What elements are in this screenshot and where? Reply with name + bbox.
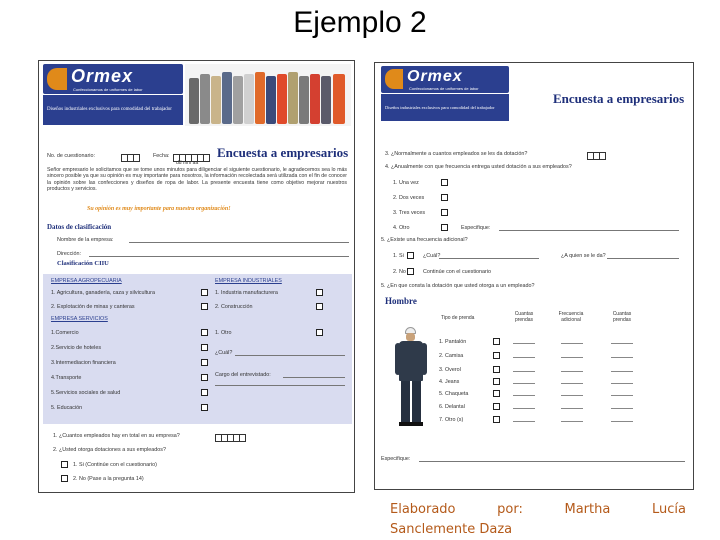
freq-item-1: 1. Una vez xyxy=(393,180,419,186)
caption-line-2: Sanclemente Daza xyxy=(390,522,513,537)
question-4: 4. ¿Anualmente con que frecuencia entrega usted dotación a sus empleados? xyxy=(385,164,572,170)
services-item-3-checkbox[interactable] xyxy=(201,359,208,366)
q5-yes-label: 1. Si xyxy=(393,253,404,259)
services-item-4-checkbox[interactable] xyxy=(201,374,208,381)
garment-6-count-2[interactable] xyxy=(611,408,633,409)
question-2: 2. ¿Usted otorga dotaciones a sus empleados? xyxy=(53,447,166,453)
q5-yes-checkbox[interactable] xyxy=(407,252,414,259)
garment-2-freq[interactable] xyxy=(561,357,583,358)
logo-mark-icon xyxy=(47,68,67,90)
caption-word-4: Lucía xyxy=(651,502,686,517)
garment-3-count[interactable] xyxy=(513,371,535,372)
garment-1-count-2[interactable] xyxy=(611,343,633,344)
which-field[interactable] xyxy=(235,355,345,356)
survey-heading: Encuesta a empresarios xyxy=(217,145,349,160)
classification-title: Datos de clasificación xyxy=(47,223,112,231)
caption-word-3: Martha xyxy=(564,502,611,517)
freq-item-1-checkbox[interactable] xyxy=(441,179,448,186)
freq-item-3: 3. Tres veces xyxy=(393,210,426,216)
garment-4-count-2[interactable] xyxy=(611,383,633,384)
industrial-item-1: 1. Industria manufacturera xyxy=(215,290,278,296)
garment-6-freq[interactable] xyxy=(561,408,583,409)
q5-which-label: ¿Cuál? xyxy=(423,253,441,259)
col-header-count: Cuantas prendas xyxy=(514,311,534,323)
q5-which-field[interactable] xyxy=(439,258,539,259)
garment-7-count-2[interactable] xyxy=(611,421,633,422)
q2-yes-label: 1. Si (Continúe con el cuestionario) xyxy=(73,462,157,468)
services-item-6-checkbox[interactable] xyxy=(201,404,208,411)
address-field[interactable] xyxy=(89,256,349,257)
garment-4-checkbox[interactable] xyxy=(493,378,500,385)
logo-subtitle-2: Confeccionamos de uniformes de labor xyxy=(409,86,479,91)
garment-3-freq[interactable] xyxy=(561,371,583,372)
services-item-2: 2.Servicio de hoteles xyxy=(51,345,102,351)
specify-bottom-label: Especifique: xyxy=(381,456,411,462)
freq-item-2-checkbox[interactable] xyxy=(441,194,448,201)
logo-brand: Ormex xyxy=(71,66,134,86)
garment-2-count-2[interactable] xyxy=(611,357,633,358)
q5-who-field[interactable] xyxy=(607,258,679,259)
workers-photo xyxy=(185,64,351,126)
col-header-type: Tipo de prenda xyxy=(441,315,475,321)
specify-label: Especifique: xyxy=(461,225,491,231)
survey-heading-2: Encuesta a empresarios xyxy=(553,91,685,106)
question-3: 3. ¿Normalmente a cuantos empleados se les da dotación? xyxy=(385,151,528,157)
industrial-item-1-checkbox[interactable] xyxy=(316,289,323,296)
company-name-field[interactable] xyxy=(129,242,349,243)
question-5: 5. ¿Existe una frecuencia adicional? xyxy=(381,237,468,243)
logo-brand-2: Ormex xyxy=(407,68,463,85)
agro-item-2: 2. Explotación de minas y canteras xyxy=(51,304,135,310)
q5-who-label: ¿A quien se le da? xyxy=(561,253,606,259)
garment-6-count[interactable] xyxy=(513,408,535,409)
survey-page-2 xyxy=(374,62,694,490)
interviewee-field[interactable] xyxy=(283,377,345,378)
address-label: Dirección: xyxy=(57,251,81,257)
freq-item-4-checkbox[interactable] xyxy=(441,224,448,231)
date-hint: dd mm aa xyxy=(176,160,199,166)
tagline-bar-2 xyxy=(381,94,509,121)
services-item-2-checkbox[interactable] xyxy=(201,344,208,351)
industrial-header: EMPRESA INDUSTRIALES xyxy=(215,278,282,284)
interviewee-field-2[interactable] xyxy=(215,385,345,386)
specify-bottom-field[interactable] xyxy=(419,461,685,462)
agro-item-2-checkbox[interactable] xyxy=(201,303,208,310)
q2-no-checkbox[interactable] xyxy=(61,475,68,482)
services-item-5: 5.Servicios sociales de salud xyxy=(51,390,121,396)
garment-6: 6. Delantal xyxy=(439,404,465,410)
caption-word-1: Elaborado xyxy=(390,502,456,517)
caption-word-2: por: xyxy=(497,502,523,517)
tagline-2: Diseños industriales exclusivos para comodidad del trabajador xyxy=(385,105,495,110)
agro-item-1: 1. Agricultura, ganadería, caza y silvicultura xyxy=(51,290,155,296)
other-item: 1. Otro xyxy=(215,330,232,336)
question-3-field[interactable] xyxy=(587,147,605,165)
garment-5-count-2[interactable] xyxy=(611,395,633,396)
highlight-message: Su opinión es muy importante para nuestra organización! xyxy=(87,206,231,212)
garment-1-count[interactable] xyxy=(513,343,535,344)
freq-item-3-checkbox[interactable] xyxy=(441,209,448,216)
questionnaire-number-label: No. de cuestionario: xyxy=(47,153,95,159)
which-label: ¿Cuál? xyxy=(215,350,233,356)
ormex-logo xyxy=(43,64,183,94)
garment-7-freq[interactable] xyxy=(561,421,583,422)
garment-1-freq[interactable] xyxy=(561,343,583,344)
logo-subtitle: Confeccionamos de uniformes de labor xyxy=(73,87,143,92)
garment-4-count[interactable] xyxy=(513,383,535,384)
q2-yes-checkbox[interactable] xyxy=(61,461,68,468)
services-item-3: 3.Intermediacion financiera xyxy=(51,360,116,366)
garment-2-checkbox[interactable] xyxy=(493,352,500,359)
garment-2: 2. Camisa xyxy=(439,353,464,359)
garment-2-count[interactable] xyxy=(513,357,535,358)
services-item-1: 1.Comercio xyxy=(51,330,79,336)
garment-3-checkbox[interactable] xyxy=(493,366,500,373)
agro-header: EMPRESA AGROPECUARIA xyxy=(51,278,122,284)
garment-7: 7. Otro (s) xyxy=(439,417,464,423)
industrial-item-2-checkbox[interactable] xyxy=(316,303,323,310)
question-6: 5. ¿En que consta la dotación que usted otorga a un empleado? xyxy=(381,283,535,289)
question-1: 1. ¿Cuantos empleados hay en total en su empresa? xyxy=(53,433,180,439)
q5-no-label: 2. No xyxy=(393,269,406,275)
col-header-count-2: Cuantas prendas xyxy=(612,311,632,323)
agro-item-1-checkbox[interactable] xyxy=(201,289,208,296)
services-item-6: 5. Educación xyxy=(51,405,83,411)
col-header-frequency: Frecuencia adicional xyxy=(558,311,584,323)
author-caption xyxy=(390,500,686,540)
q5-no-checkbox[interactable] xyxy=(407,268,414,275)
date-label: Fecha: xyxy=(153,153,170,159)
freq-item-4: 4. Otro xyxy=(393,225,410,231)
q5-no-note: Continúe con el cuestionario xyxy=(423,269,492,275)
question-1-field[interactable] xyxy=(215,429,245,447)
logo-mark-icon-2 xyxy=(385,69,403,89)
services-item-4: 4.Transporte xyxy=(51,375,82,381)
garment-3: 3. Overol xyxy=(439,367,461,373)
services-item-1-checkbox[interactable] xyxy=(201,329,208,336)
garment-5: 5. Chaqueta xyxy=(439,391,469,397)
tagline-bar xyxy=(43,95,183,125)
gender-title: Hombre xyxy=(385,296,417,306)
garment-4-freq[interactable] xyxy=(561,383,583,384)
ciiu-title: Clasificación CIIU xyxy=(57,260,109,267)
services-header: EMPRESA SERVICIOS xyxy=(51,316,108,322)
industrial-item-2: 2. Construcción xyxy=(215,304,253,310)
worker-figure xyxy=(393,327,429,427)
survey-page-1 xyxy=(38,60,355,493)
q2-no-label: 2. No (Pase a la pregunta 14) xyxy=(73,476,144,482)
specify-field[interactable] xyxy=(499,230,679,231)
tagline: Diseños industriales exclusivos para comodidad del trabajador xyxy=(47,107,172,112)
garment-5-count[interactable] xyxy=(513,395,535,396)
garment-4: 4. Jeans xyxy=(439,379,460,385)
garment-7-count[interactable] xyxy=(513,421,535,422)
services-item-5-checkbox[interactable] xyxy=(201,389,208,396)
ormex-logo-2 xyxy=(381,66,509,93)
other-item-checkbox[interactable] xyxy=(316,329,323,336)
ciiu-section xyxy=(43,274,352,424)
intro-paragraph: Señor empresario le solicitamos que se tome unos minutos para diligenciar el siguiente cuestionario, le agradecemos sea lo más sincero posible ya que su opinión es muy importante para nosotros, la información recolectada será utilizada con el fin de conocer la opinión sobre las confecciones y diseños de ropa de labor. La presente encuesta tiene como objetivo mejorar nuestros productos y servicios. xyxy=(47,167,347,193)
garment-5-checkbox[interactable] xyxy=(493,390,500,397)
garment-3-count-2[interactable] xyxy=(611,371,633,372)
freq-item-2: 2. Dos veces xyxy=(393,195,425,201)
garment-1: 1. Pantalón xyxy=(439,339,467,345)
company-name-label: Nombre de la empresa: xyxy=(57,237,114,243)
garment-5-freq[interactable] xyxy=(561,395,583,396)
garment-7-checkbox[interactable] xyxy=(493,416,500,423)
slide-title: Ejemplo 2 xyxy=(293,6,427,39)
questionnaire-number-field[interactable] xyxy=(121,149,139,167)
garment-1-checkbox[interactable] xyxy=(493,338,500,345)
interviewee-label: Cargo del entrevistado: xyxy=(215,372,271,378)
garment-6-checkbox[interactable] xyxy=(493,403,500,410)
